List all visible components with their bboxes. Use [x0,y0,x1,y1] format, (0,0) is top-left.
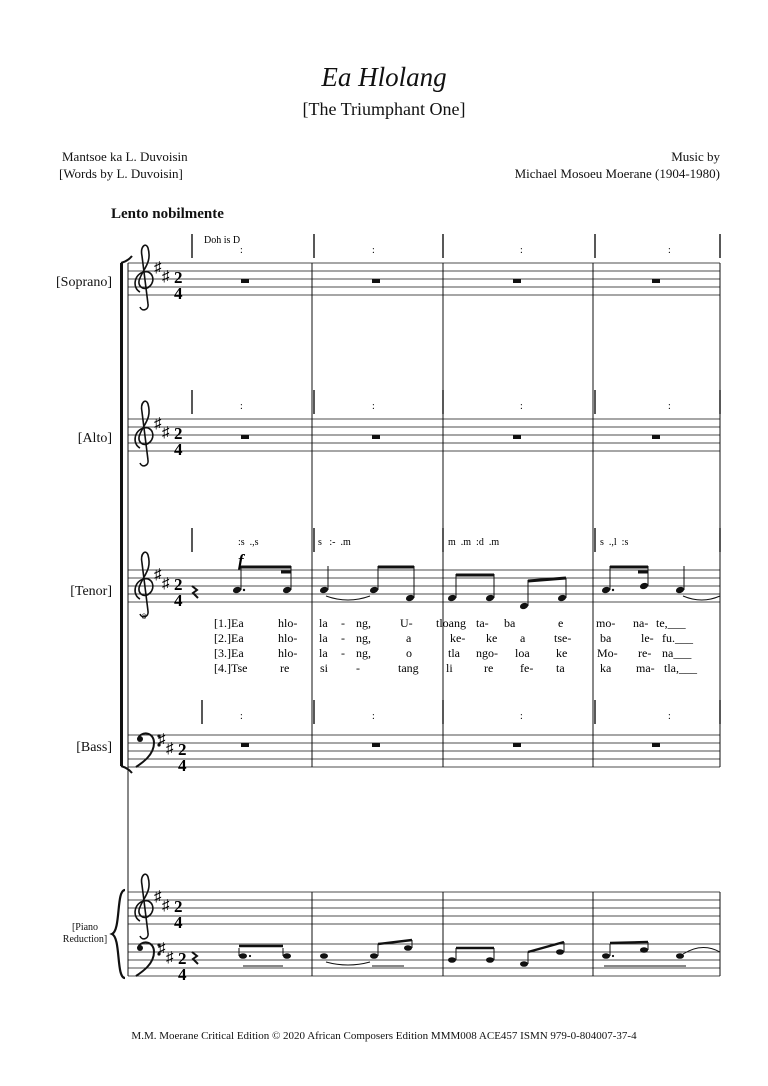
solfa-alto-2: : [372,401,375,412]
lyric-syllable: hlo- [278,616,298,630]
svg-text:♯: ♯ [154,567,162,583]
lyric-syllable: ma- [636,661,655,675]
svg-text:2: 2 [174,897,183,916]
staff-soprano [128,263,720,295]
svg-text:4: 4 [178,756,187,775]
lyric-syllable: hlo- [278,631,298,645]
bass-clef-icon [136,733,161,767]
lyric-syllable: tla,___ [664,661,697,675]
solfa-alto-4: : [668,401,671,412]
lyric-syllable: ta- [476,616,489,630]
lyric-syllable: ka [600,661,612,675]
part-label-alto: [Alto] [77,431,112,446]
svg-text:♯: ♯ [154,889,162,905]
lyric-syllable: ke [486,631,498,645]
lyric-syllable: - [341,631,345,645]
lyric-syllable: tang [398,661,419,675]
lyric-syllable: tse- [554,631,572,645]
tenor-notes [192,566,720,610]
lyric-syllable: la [319,616,328,630]
lyric-syllable: na___ [662,646,692,660]
solfa-soprano-4: : [668,245,671,256]
part-label-piano-line2: Reduction] [62,934,108,945]
lyric-syllable: ke- [450,631,466,645]
lyric-syllable: li [446,661,453,675]
solfa-alto-1: : [240,401,243,412]
svg-text:♯: ♯ [158,732,166,748]
svg-text:4: 4 [174,913,183,932]
quarter-rest [192,586,198,598]
treble-clef-icon [135,401,153,466]
lyric-syllable: a [406,631,412,645]
solfa-soprano-2: : [372,245,375,256]
staff-piano-bass [128,944,720,976]
lyric-syllable: ta [556,661,565,675]
solfa-key: Doh is D [204,235,241,246]
lyric-syllable: la [319,631,328,645]
lyric-syllable: le- [641,631,654,645]
piece-title: Ea Hlolang [321,62,447,92]
svg-text:4: 4 [174,591,183,610]
treble-clef-icon [135,245,153,310]
solfa-soprano-3: : [520,245,523,256]
lyric-syllable: - [341,616,345,630]
svg-text:4: 4 [178,965,187,984]
part-label-bass: [Bass] [76,740,112,755]
solfa-tenor-1: :s .,s [238,537,259,548]
piano-brace [112,890,125,978]
key-and-time-signatures [154,260,187,984]
solfa-alto-3: : [520,401,523,412]
lyric-syllable: na- [633,616,649,630]
part-label-piano-line1: [Piano [71,922,99,933]
lyric-syllable: - [356,661,360,675]
composer-credit-label: Music by [671,149,720,164]
lyric-syllable: [1.]Ea [214,616,244,630]
svg-text:♯: ♯ [166,950,174,966]
lyricist-credit-english: [Words by L. Duvoisin] [59,166,183,181]
solfa-tenor-4: s .,l :s [600,537,629,548]
lyric-syllable: mo- [596,616,616,630]
lyric-syllable: a [520,631,526,645]
solfa-bass-4: : [668,711,671,722]
octave-mark: 8 [142,612,146,621]
lyric-syllable: [4.]Tse [214,661,248,675]
lyric-syllable: o [406,646,412,660]
solfa-bass-3: : [520,711,523,722]
lyric-syllable: tla [448,646,460,660]
part-label-tenor: [Tenor] [70,584,112,599]
lyric-syllable: fu.___ [662,631,693,645]
lyric-syllable: ba [504,616,516,630]
svg-text:2: 2 [174,424,183,443]
composer-credit-name: Michael Mosoeu Moerane (1904-1980) [514,166,720,181]
lyric-syllable: U- [400,616,413,630]
lyric-syllable: si [320,661,329,675]
lyric-syllable: [3.]Ea [214,646,244,660]
lyric-syllable: fe- [520,661,534,675]
lyric-syllable: re [484,661,494,675]
lyric-syllable: - [341,646,345,660]
treble-clef-icon [135,874,153,939]
lyric-syllable: ng, [356,646,371,660]
svg-text:2: 2 [174,268,183,287]
lyric-syllable: re [280,661,290,675]
lyric-syllable: loa [515,646,530,660]
svg-text:♯: ♯ [162,425,170,441]
bass-clef-icon [136,942,161,976]
choir-bracket [120,256,132,773]
lyric-syllable: e [558,616,564,630]
lyric-syllable: ba [600,631,612,645]
svg-text:4: 4 [174,440,183,459]
lyric-syllable: re- [638,646,652,660]
staff-piano-treble [128,892,720,924]
svg-text:♯: ♯ [166,741,174,757]
lyric-syllable: la [319,646,328,660]
lyrics-block [214,616,698,675]
svg-text:♯: ♯ [162,576,170,592]
dynamic-marking: f [238,551,244,570]
treble-8-clef-icon [135,552,153,617]
lyric-syllable: [2.]Ea [214,631,244,645]
lyric-syllable: ke [556,646,568,660]
copyright-footer: M.M. Moerane Critical Edition © 2020 African Composers Edition MMM008 ACE457 ISMN 979-0-804007-37-4 [131,1030,637,1042]
svg-text:2: 2 [174,575,183,594]
lyricist-credit-sesotho: Mantsoe ka L. Duvoisin [62,149,188,164]
solfa-soprano-1: : [240,245,243,256]
lyric-syllable: tloang [436,616,466,630]
staff-tenor [128,570,720,602]
svg-text:4: 4 [174,284,183,303]
svg-text:♯: ♯ [162,269,170,285]
svg-text:♯: ♯ [158,941,166,957]
lyric-syllable: ng, [356,616,371,630]
lyric-syllable: te,___ [656,616,686,630]
piece-subtitle: [The Triumphant One] [302,99,466,119]
svg-text:2: 2 [178,949,187,968]
staff-alto [128,419,720,451]
solfa-tenor-2: s :- .m [318,537,351,548]
lyric-syllable: ngo- [476,646,498,660]
svg-text:♯: ♯ [154,416,162,432]
solfa-bass-1: : [240,711,243,722]
lyric-syllable: ng, [356,631,371,645]
svg-text:♯: ♯ [154,260,162,276]
solfa-tenor-3: m .m :d .m [448,537,500,548]
lyric-syllable: hlo- [278,646,298,660]
bar-rests [241,279,660,747]
svg-text:♯: ♯ [162,898,170,914]
staff-bass [128,735,720,767]
tempo-marking: Lento nobilmente [111,206,224,222]
lyric-syllable: Mo- [597,646,618,660]
svg-text:2: 2 [178,740,187,759]
solfa-bass-2: : [372,711,375,722]
part-label-soprano: [Soprano] [56,275,112,290]
